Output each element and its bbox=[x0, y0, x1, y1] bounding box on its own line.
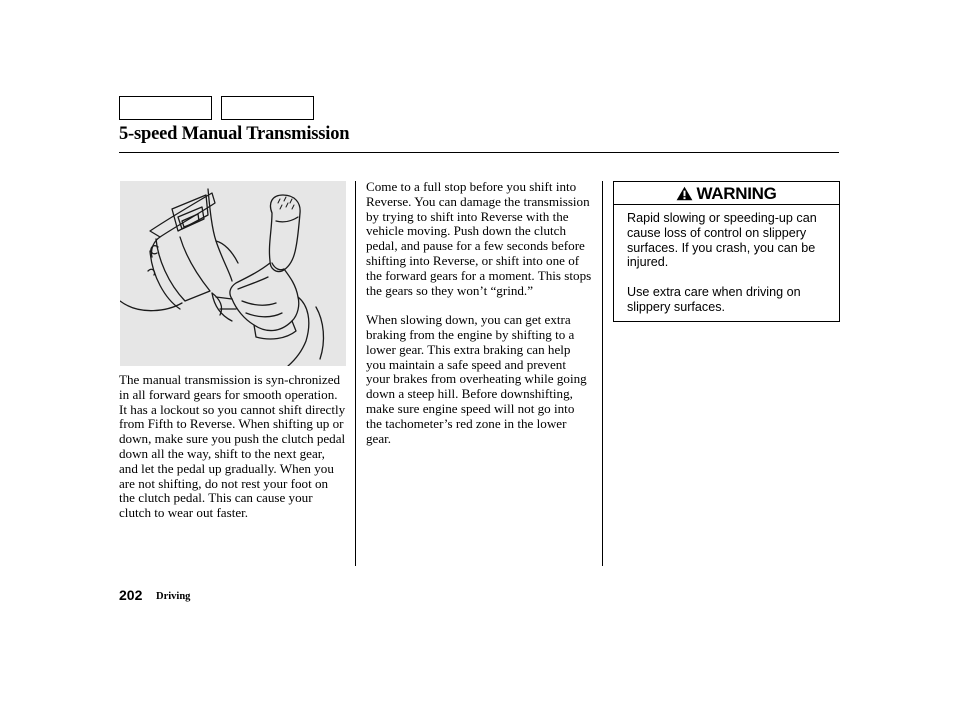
column2-paragraph-1: Come to a full stop before you shift into Reverse. You can damage the transmission by trying to shift into Reverse with the vehicle moving. Push down the clutch pedal, and pause for a few seconds before shifting into Reverse, or shift into one of the forward gears for a moment. This stops the gears so they won’t “grind.” bbox=[366, 179, 592, 298]
warning-header bbox=[614, 182, 839, 205]
header-tab-box-left bbox=[119, 96, 212, 120]
warning-paragraph-2: Use extra care when driving on slippery surfaces. bbox=[627, 284, 801, 314]
warning-label: WARNING bbox=[696, 183, 777, 203]
column-divider-right bbox=[602, 181, 603, 566]
warning-box bbox=[613, 181, 840, 322]
page-title: 5-speed Manual Transmission bbox=[119, 124, 350, 144]
column2-paragraph-2: When slowing down, you can get extra braking from the engine by shifting to a lower gear. This extra braking can help you maintain a safe speed and prevent your brakes from overheating while going down a steep hill. Before downshifting, make sure engine speed will not go into the tachometer’s red zone in the lower gear. bbox=[366, 312, 587, 446]
page-number: 202 bbox=[119, 587, 143, 603]
title-divider bbox=[119, 152, 839, 153]
column1-paragraph: The manual transmission is syn-chronized in all forward gears for smooth operation. It has a lockout so you cannot shift directly from Fifth to Reverse. When shifting up or down, make sure you push the clutch pedal down all the way, shift to the next gear, and let the pedal up gradually. When you are not shifting, do not rest your foot on the clutch pedal. This can cause your clutch to wear out faster. bbox=[119, 372, 346, 521]
column-divider-left bbox=[355, 181, 356, 566]
warning-body bbox=[614, 205, 839, 315]
section-name: Driving bbox=[156, 591, 191, 602]
header-tab-box-right bbox=[221, 96, 314, 120]
gear-shift-lever-illustration bbox=[120, 181, 346, 366]
warning-paragraph-1: Rapid slowing or speeding-up can cause loss of control on slippery surfaces. If you crash, you can be injured. bbox=[627, 211, 817, 270]
column1-text bbox=[119, 373, 347, 521]
column2-text bbox=[366, 180, 592, 446]
warning-triangle-icon bbox=[676, 186, 693, 201]
